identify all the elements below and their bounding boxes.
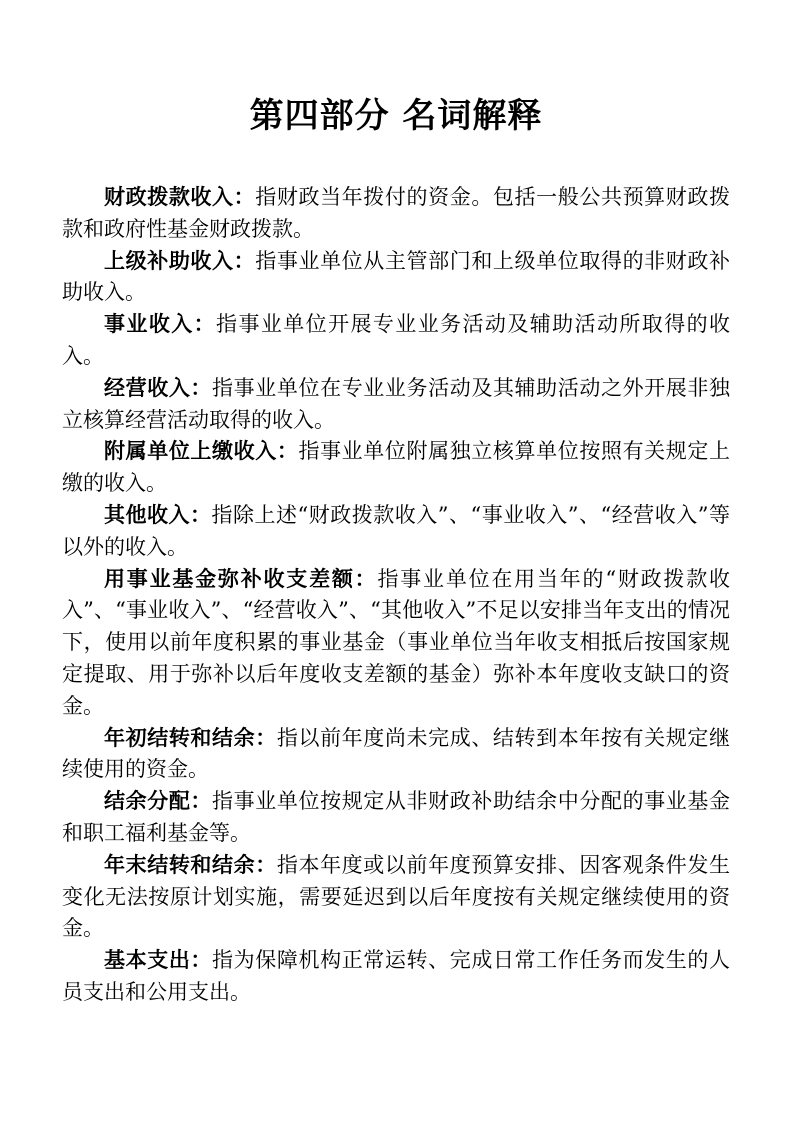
- definition-text: 指事业单位附属独立核算单位按照有关规定上缴的收入。: [62, 439, 731, 496]
- definition-paragraph: [62, 850, 730, 945]
- definition-text: 指事业单位开展专业业务活动及辅助活动所取得的收入。: [62, 312, 731, 368]
- definition-term: 用事业基金弥补收支差额：: [104, 566, 378, 591]
- definition-term: 结余分配：: [104, 789, 213, 814]
- definition-paragraph: [62, 182, 730, 246]
- definition-term: 年末结转和结余：: [104, 852, 277, 877]
- definition-paragraph: [62, 786, 730, 850]
- definition-paragraph: [62, 500, 730, 564]
- definition-text: 指事业单位从主管部门和上级单位取得的非财政补助收入。: [62, 248, 730, 305]
- definition-term: 其他收入：: [104, 502, 212, 527]
- definition-paragraph: [62, 246, 730, 310]
- definition-term: 事业收入：: [104, 312, 217, 337]
- definition-text: 指除上述“财政拨款收入”、“事业收入”、“经营收入”等以外的收入。: [62, 502, 730, 559]
- definition-term: 附属单位上缴收入：: [104, 439, 299, 464]
- definition-paragraph: [62, 373, 730, 437]
- page-title: 第四部分 名词解释: [249, 96, 543, 136]
- definition-paragraph: [62, 723, 730, 787]
- definition-text: 指事业单位按规定从非财政补助结余中分配的事业基金和职工福利基金等。: [62, 789, 731, 845]
- definition-term: 上级补助收入：: [104, 248, 256, 273]
- definition-text: 指事业单位在专业业务活动及其辅助活动之外开展非独立核算经营活动取得的收入。: [62, 375, 731, 432]
- definition-paragraph: [62, 564, 730, 723]
- definition-paragraph: [62, 945, 730, 1009]
- definitions-list: [62, 182, 730, 1009]
- definition-paragraph: [62, 309, 730, 373]
- definition-paragraph: [62, 436, 730, 500]
- definition-text: 指以前年度尚未完成、结转到本年按有关规定继续使用的资金。: [62, 725, 731, 782]
- definition-term: 经营收入：: [104, 375, 213, 400]
- definition-text: 指为保障机构正常运转、完成日常工作任务而发生的人员支出和公用支出。: [62, 948, 731, 1004]
- definition-term: 年初结转和结余：: [104, 725, 277, 750]
- definition-term: 财政拨款收入：: [104, 185, 256, 209]
- definition-term: 基本支出：: [104, 948, 213, 973]
- definition-text: 指本年度或以前年度预算安排、因客观条件发生变化无法按原计划实施，需要延迟到以后年度按有关规定继续使用的资金。: [62, 852, 731, 941]
- definition-text: 指财政当年拨付的资金。包括一般公共预算财政拨款和政府性基金财政拨款。: [62, 185, 730, 241]
- definition-text: 指事业单位在用当年的“财政拨款收入”、“事业收入”、“经营收入”、“其他收入”不足以安排当年支出的情况下，使用以前年度积累的事业基金（事业单位当年收支相抵后按国家规定提取、用于弥补以后年度收支差额的基金）弥补本年度收支缺口的资金。: [62, 566, 730, 718]
